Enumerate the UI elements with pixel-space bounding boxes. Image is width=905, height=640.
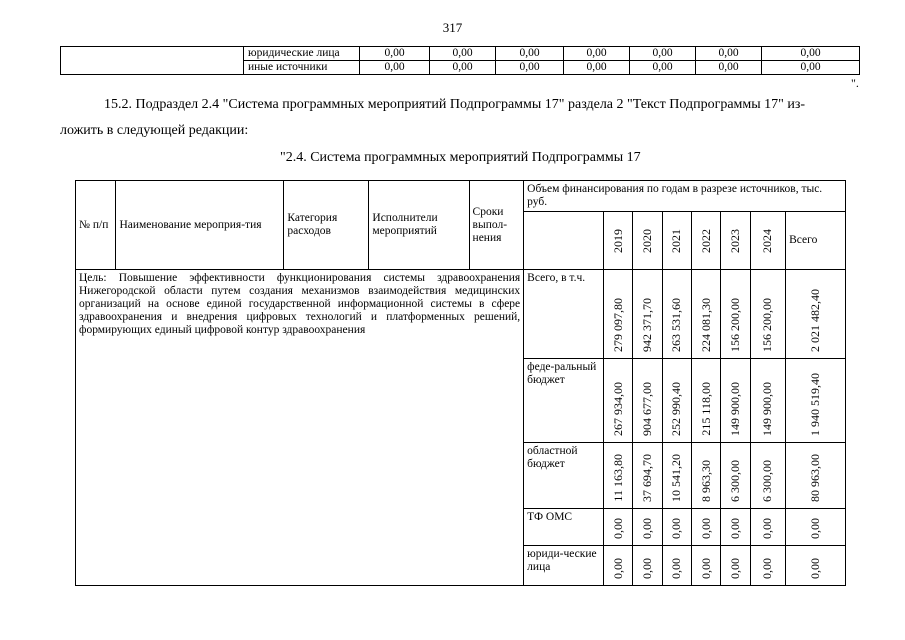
value-cell: 10 541,20 — [662, 443, 691, 509]
value-cell: 6 300,00 — [750, 443, 785, 509]
value-cell: 0,00 — [630, 61, 696, 75]
source-label: юридические лица — [244, 47, 360, 61]
value-cell: 252 990,40 — [662, 359, 691, 443]
header-executors: Исполнители мероприятий — [369, 181, 469, 270]
value-cell: 263 531,60 — [662, 270, 691, 359]
section-heading: "2.4. Система программных мероприятий Подпрограммы 17 — [280, 150, 641, 165]
value-cell: 0,00 — [762, 47, 860, 61]
value-cell: 2 021 482,40 — [786, 270, 846, 359]
page-number: 317 — [442, 20, 463, 35]
value-cell: 0,00 — [604, 546, 633, 586]
value-cell: 1 940 519,40 — [786, 359, 846, 443]
header-category: Категория расходов — [284, 181, 369, 270]
value-cell: 0,00 — [786, 509, 846, 546]
value-cell: 0,00 — [662, 509, 691, 546]
closing-quote: ". — [851, 76, 859, 90]
value-cell: 11 163,80 — [604, 443, 633, 509]
value-cell: 8 963,30 — [692, 443, 721, 509]
value-cell: 0,00 — [721, 509, 750, 546]
header-funding: Объем финансирования по годам в разрезе источников, тыс. руб. — [524, 181, 846, 212]
value-cell: 0,00 — [633, 509, 662, 546]
header-terms: Сроки выпол-нения — [469, 181, 524, 270]
value-cell: 0,00 — [360, 47, 430, 61]
value-cell: 0,00 — [564, 61, 630, 75]
empty-cell — [61, 47, 244, 75]
value-cell: 0,00 — [750, 509, 785, 546]
continuation-table — [60, 46, 860, 75]
value-cell: 0,00 — [786, 546, 846, 586]
header-year: 2022 — [692, 212, 721, 270]
header-year: 2020 — [633, 212, 662, 270]
value-cell: 0,00 — [721, 546, 750, 586]
value-cell: 0,00 — [762, 61, 860, 75]
header-total: Всего — [786, 212, 846, 270]
value-cell: 149 900,00 — [721, 359, 750, 443]
value-cell: 149 900,00 — [750, 359, 785, 443]
value-cell: 0,00 — [750, 546, 785, 586]
source-label: феде-ральный бюджет — [524, 359, 604, 443]
value-cell: 156 200,00 — [750, 270, 785, 359]
empty-cell — [524, 212, 604, 270]
value-cell: 0,00 — [496, 47, 564, 61]
value-cell: 0,00 — [692, 546, 721, 586]
header-name: Наименование мероприя-тия — [116, 181, 284, 270]
source-label: иные источники — [244, 61, 360, 75]
value-cell: 6 300,00 — [721, 443, 750, 509]
value-cell: 0,00 — [633, 546, 662, 586]
value-cell: 0,00 — [692, 509, 721, 546]
program-measures-table — [75, 180, 846, 586]
table-row — [76, 270, 846, 359]
value-cell: 279 097,80 — [604, 270, 633, 359]
source-label: областной бюджет — [524, 443, 604, 509]
goal-text: Цель: Повышение эффективности функционирования системы здравоохранения Нижегородской области путем создания механизмов взаимодействия медицинских организаций на основе единой государственной информационной системы в сфере здравоохранения и внедрения цифровых технологий и платформенных решений, формирующих единый цифровой контур здравоохранения — [76, 270, 524, 586]
value-cell: 0,00 — [430, 47, 496, 61]
value-cell: 267 934,00 — [604, 359, 633, 443]
value-cell: 0,00 — [360, 61, 430, 75]
header-year: 2023 — [721, 212, 750, 270]
paragraph-line: ложить в следующей редакции: — [60, 123, 249, 138]
value-cell: 904 677,00 — [633, 359, 662, 443]
value-cell: 0,00 — [496, 61, 564, 75]
value-cell: 0,00 — [564, 47, 630, 61]
header-year: 2019 — [604, 212, 633, 270]
header-year: 2021 — [662, 212, 691, 270]
value-cell: 0,00 — [630, 47, 696, 61]
source-label: Всего, в т.ч. — [524, 270, 604, 359]
header-year: 2024 — [750, 212, 785, 270]
source-label: юриди-ческие лица — [524, 546, 604, 586]
paragraph-line: 15.2. Подраздел 2.4 "Система программных мероприятий Подпрограммы 17" раздела 2 "Текст Подпрограммы 17" из- — [104, 97, 806, 112]
value-cell: 37 694,70 — [633, 443, 662, 509]
value-cell: 224 081,30 — [692, 270, 721, 359]
table-row — [61, 47, 860, 61]
value-cell: 0,00 — [430, 61, 496, 75]
value-cell: 942 371,70 — [633, 270, 662, 359]
value-cell: 0,00 — [604, 509, 633, 546]
value-cell: 0,00 — [696, 47, 762, 61]
source-label: ТФ ОМС — [524, 509, 604, 546]
header-row — [76, 181, 846, 212]
value-cell: 0,00 — [696, 61, 762, 75]
value-cell: 0,00 — [662, 546, 691, 586]
header-number: № п/п — [76, 181, 116, 270]
value-cell: 215 118,00 — [692, 359, 721, 443]
value-cell: 156 200,00 — [721, 270, 750, 359]
value-cell: 80 963,00 — [786, 443, 846, 509]
